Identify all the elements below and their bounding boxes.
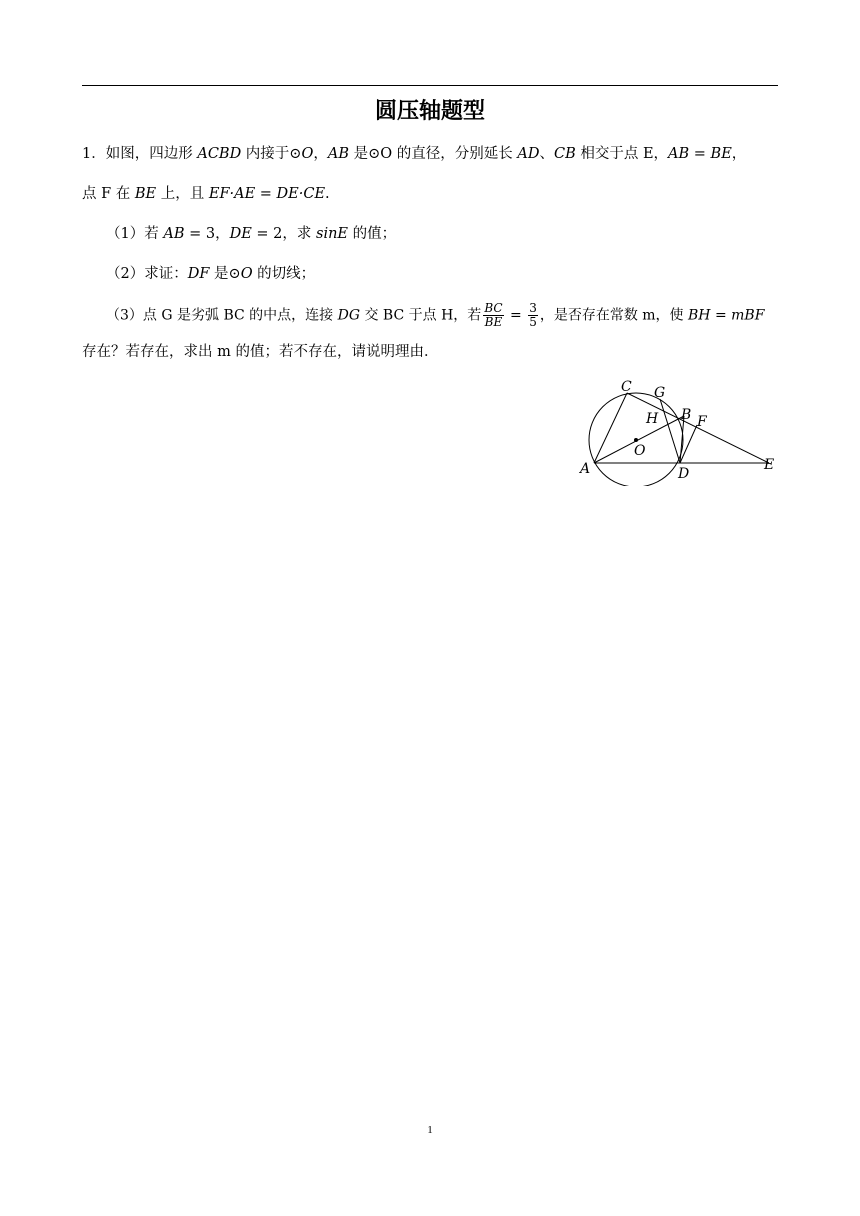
text-fragment: . bbox=[325, 186, 330, 202]
text-fragment: （1）若 bbox=[106, 226, 164, 242]
label-g: G bbox=[654, 385, 666, 401]
math-sine: sinE bbox=[316, 226, 349, 242]
equals-sign: = bbox=[505, 307, 527, 324]
text-fragment: = bbox=[710, 307, 732, 324]
text-fragment: 1．如图，四边形 bbox=[82, 146, 198, 162]
math-condition: EF·AE = DE·CE bbox=[208, 186, 326, 202]
center-point-o bbox=[634, 438, 638, 442]
question-1 bbox=[106, 224, 396, 244]
math-df: DF bbox=[187, 266, 210, 282]
text-fragment: ， bbox=[313, 146, 328, 162]
text-fragment: = 3， bbox=[184, 226, 230, 242]
label-a: A bbox=[580, 461, 591, 477]
math-ad: AD bbox=[517, 146, 540, 162]
text-fragment: ， bbox=[731, 146, 747, 162]
fraction-bc-be bbox=[483, 302, 503, 329]
math-de: DE bbox=[229, 226, 252, 242]
header-rule bbox=[82, 85, 778, 86]
label-o: O bbox=[634, 443, 646, 459]
segment-ac bbox=[594, 393, 627, 463]
text-fragment: 、 bbox=[539, 146, 554, 162]
label-c: C bbox=[621, 379, 632, 395]
label-b: B bbox=[681, 407, 692, 423]
fraction-denominator: 5 bbox=[529, 315, 537, 329]
fraction-denominator: BE bbox=[484, 315, 503, 329]
label-f: F bbox=[697, 414, 707, 430]
text-fragment: ，是否存在常数 m，使 bbox=[539, 307, 689, 324]
question-2 bbox=[106, 264, 315, 284]
math-bh: BH bbox=[688, 307, 711, 324]
geometry-figure bbox=[574, 376, 784, 486]
label-d: D bbox=[678, 466, 690, 482]
math-ab-eq-be: AB = BE bbox=[668, 146, 732, 162]
label-e: E bbox=[764, 457, 775, 473]
label-h: H bbox=[646, 411, 659, 427]
question-3 bbox=[106, 302, 764, 329]
text-fragment: （3）点 G 是劣弧 BC 的中点，连接 bbox=[106, 307, 338, 324]
math-dg: DG bbox=[337, 307, 361, 324]
math-circle-name: O bbox=[240, 266, 253, 282]
problem-line-2 bbox=[82, 184, 330, 204]
text-fragment: 的值； bbox=[348, 226, 397, 242]
math-be: BE bbox=[134, 186, 157, 202]
text-fragment: （2）求证： bbox=[106, 266, 188, 282]
text-fragment: 是⊙O 的直径，分别延长 bbox=[349, 146, 518, 162]
math-ab: AB bbox=[163, 226, 185, 242]
math-mbf: mBF bbox=[731, 307, 765, 324]
math-ab: AB bbox=[327, 146, 349, 162]
math-quad-name: ACBD bbox=[197, 146, 242, 162]
text-fragment: 交 BC 于点 H，若 bbox=[360, 307, 482, 324]
text-fragment: 点 F 在 bbox=[82, 186, 135, 202]
text-fragment: 是⊙ bbox=[209, 266, 241, 282]
page-number: 1 bbox=[427, 1124, 433, 1136]
text-fragment: 的切线； bbox=[252, 266, 316, 282]
question-3-continued: 存在？若存在，求出 m 的值；若不存在，请说明理由． bbox=[82, 344, 439, 360]
text-fragment: = 2，求 bbox=[251, 226, 316, 242]
text-fragment: 相交于点 E， bbox=[575, 146, 669, 162]
fraction-three-fifths bbox=[528, 302, 538, 329]
text-fragment: 上，且 bbox=[156, 186, 209, 202]
fraction-numerator: 3 bbox=[529, 301, 537, 315]
problem-line-1 bbox=[82, 144, 746, 164]
segment-dg bbox=[660, 399, 680, 463]
math-circle-name: O bbox=[301, 146, 314, 162]
text-fragment: 内接于⊙ bbox=[241, 146, 302, 162]
math-cb: CB bbox=[553, 146, 576, 162]
fraction-numerator: BC bbox=[484, 301, 503, 315]
page-title: 圆压轴题型 bbox=[374, 99, 485, 124]
